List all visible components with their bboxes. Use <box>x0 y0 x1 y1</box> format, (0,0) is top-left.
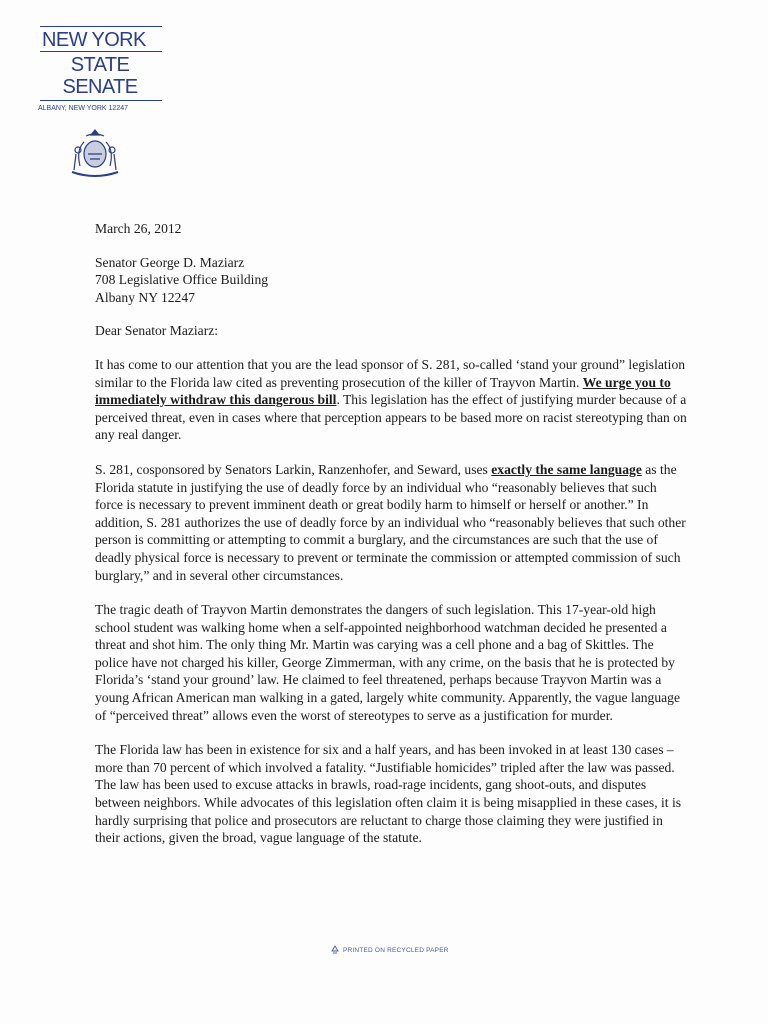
recipient-office: 708 Legislative Office Building <box>95 272 269 288</box>
recycle-icon <box>330 945 340 955</box>
paragraph-1 <box>95 356 687 444</box>
recycled-paper-footer <box>330 945 449 955</box>
letterhead-address: ALBANY, NEW YORK 12247 <box>38 105 129 112</box>
letter-body <box>95 220 687 864</box>
letterhead-divider <box>40 51 162 52</box>
paragraph-1-end: . This legislation has the effect of justifying murder because of a perceived threat, even in cases where that perception appears to be based more on racist stereotyping than on any real danger. <box>95 392 687 443</box>
paragraph-3: The tragic death of Trayvon Martin demonstrates the dangers of such legislation. This 17-year-old high school student was walking home when a self-appointed neighborhood watchman decided he presented a threat and shot him. The only thing Mr. Martin was carying was a cell phone and a bag of Skittles. The police have not charged his killer, George Zimmerman, with any crime, on the basis that he is protected by Florida’s ‘stand your ground’ law. He claimed to feel threatened, perhaps because Trayvon Martin was a young African American man walking in a gated, largely white community. Apparently, the vague language of “perceived threat” allows even the worst of stereotypes to serve as a justification for murder. <box>95 602 680 723</box>
footer-text: PRINTED ON RECYCLED PAPER <box>343 946 449 954</box>
recipient-address <box>95 254 687 307</box>
senate-letterhead <box>38 26 162 113</box>
letterhead-senate: SENATE <box>62 76 138 98</box>
salutation: Dear Senator Maziarz: <box>95 323 219 339</box>
letterhead-bottom-rule <box>40 100 162 101</box>
paragraph-2-emphasis: exactly the same language <box>491 461 642 477</box>
paragraph-1-emphasis: We urge you to immediately withdraw this dangerous bill <box>95 374 671 408</box>
letterhead-state: STATE <box>70 54 130 76</box>
letterhead-new-york: NEW YORK <box>42 29 146 51</box>
paragraph-2-end: as the Florida statute in justifying the use of deadly force by an individual who “reasonably believes that such force is necessary to prevent imminent death or great bodily harm to himself or herself or another.” In addition, S. 281 authorizes the use of deadly force by an individual who “reasonably believes that such other person is committing or attempting to commit a burglary, and the circumstances are such that the use of deadly physical force is necessary to prevent or terminate the commission or attempted commission of such burglary,” and in several other circumstances. <box>95 461 686 583</box>
paragraph-2-start: S. 281, cosponsored by Senators Larkin, Ranzenhofer, and Seward, uses <box>95 461 492 477</box>
paragraph-1-start: It has come to our attention that you are the lead sponsor of S. 281, so-called ‘stand your ground” legislation similar to the Florida law cited as preventing prosecution of the killer of Trayvon Martin. <box>95 356 686 390</box>
paragraph-2 <box>95 461 687 584</box>
state-seal-icon <box>68 128 122 180</box>
paragraph-4: The Florida law has been in existence for six and a half years, and has been invoked in at least 130 cases – more than 70 percent of which involved a fatality. “Justifiable homicides” tripled after the law was passed. The law has been used to excuse attacks in brawls, road-rage incidents, gang shoot-outs, and disputes between neighbors. While advocates of this legislation often claim it is being misapplied in these cases, it is hardly surprising that police and prosecutors are reluctant to charge those claiming they were justified in their actions, given the broad, vague language of the statute. <box>95 742 682 846</box>
letterhead-top-rule <box>40 26 162 27</box>
recipient-name: Senator George D. Maziarz <box>95 254 245 270</box>
recipient-city: Albany NY 12247 <box>95 289 195 305</box>
letter-date: March 26, 2012 <box>95 221 182 236</box>
